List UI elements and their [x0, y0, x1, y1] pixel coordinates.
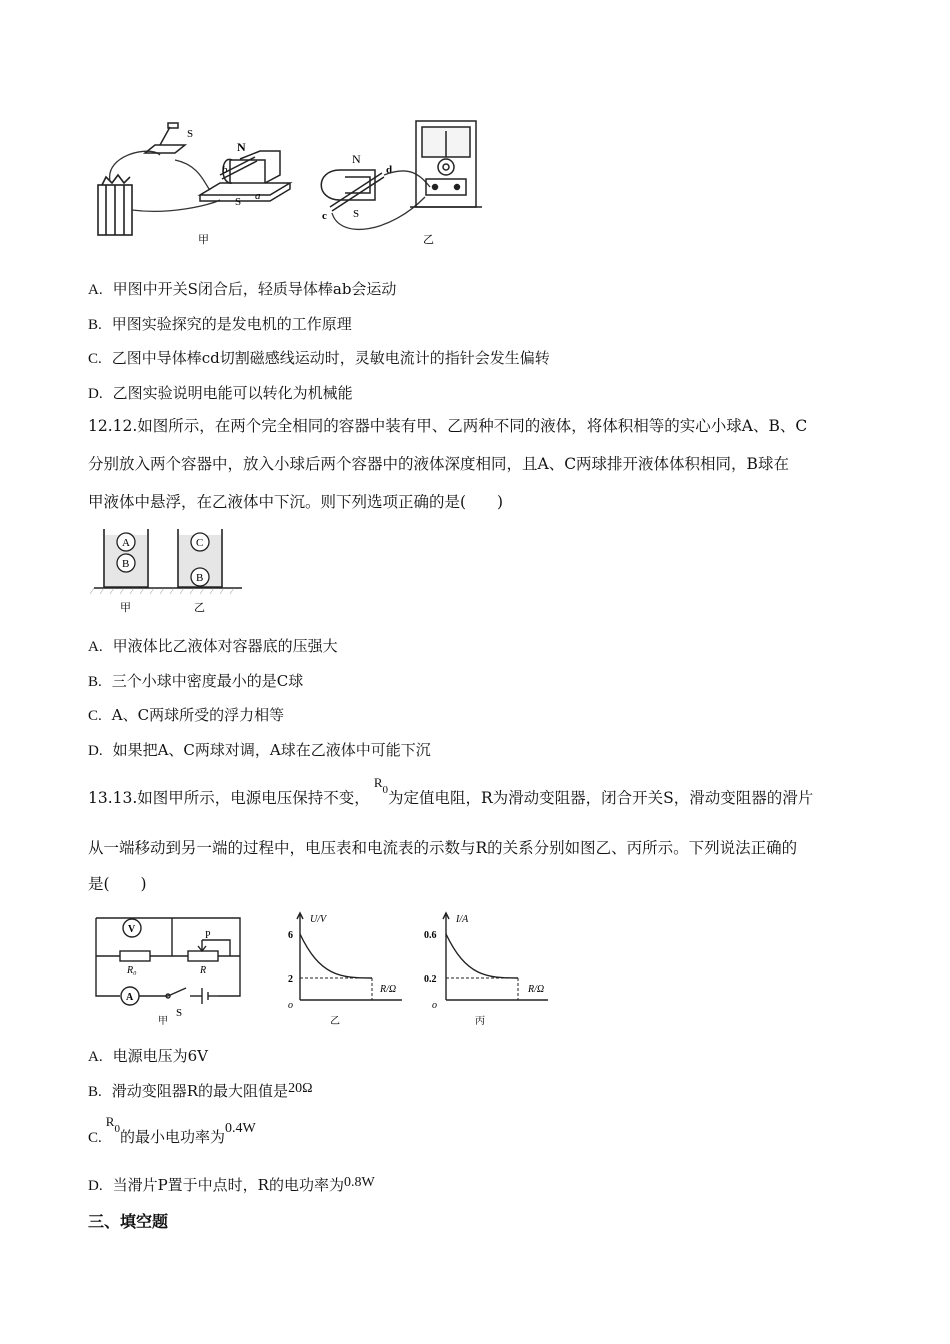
option-text: 甲图中开关S闭合后，轻质导体棒ab会运动 [112, 280, 397, 298]
magnet-base-left [200, 151, 290, 201]
ball-b-label: B [122, 558, 130, 570]
q12-option-b[interactable] [88, 670, 303, 691]
option-text: 如果把A、C两球对调，A球在乙液体中可能下沉 [112, 741, 431, 759]
ball-c-label: C [196, 537, 204, 549]
graph-bing-origin: o [432, 1000, 437, 1011]
option-label: C. [88, 1130, 102, 1146]
ball-b2-label: B [196, 572, 204, 584]
r0-symbol: R [373, 775, 383, 790]
q13-circuit [90, 908, 250, 1026]
r0-subscript: 0 [114, 1123, 120, 1135]
graph-bing-caption: 丙 [475, 1016, 485, 1027]
q13-stem-part1: 13.13.如图甲所示，电源电压保持不变， [88, 789, 370, 807]
q12-option-d[interactable] [88, 739, 431, 760]
q11-option-b[interactable] [88, 313, 352, 334]
r0-symbol: R [105, 1114, 115, 1129]
q13-stem-part2: 为定值电阻，R为滑动变阻器，闭合开关S，滑动变阻器的滑片 [387, 789, 814, 807]
option-value: 0.4W [224, 1121, 256, 1136]
q12-option-c[interactable] [88, 704, 284, 725]
option-label: D. [88, 1178, 103, 1194]
horseshoe-magnet-right [321, 170, 384, 211]
galvanometer [410, 121, 482, 207]
option-text: 甲图实验探究的是发电机的工作原理 [111, 315, 352, 333]
option-text: 乙图实验说明电能可以转化为机械能 [112, 384, 353, 402]
option-label: A. [88, 282, 103, 298]
option-label: A. [88, 639, 103, 655]
magnet-n-label: N [237, 140, 246, 154]
container-caption-jia: 甲 [120, 602, 131, 614]
graph-yi-curve [300, 934, 372, 978]
option-label: B. [88, 317, 102, 333]
option-label: D. [88, 386, 103, 402]
option-label: D. [88, 743, 103, 759]
ammeter-label: A [126, 992, 134, 1003]
graph-bing-y-mid: 0.2 [424, 974, 437, 985]
q12-stem-line2: 分别放入两个容器中，放入小球后两个容器中的液体深度相同，且A、C两球排开液体体积相同，B球在 [88, 455, 789, 473]
graph-yi-caption: 乙 [330, 1016, 340, 1027]
knife-switch [145, 123, 185, 153]
q13-stem-line3: 是( ) [88, 875, 147, 893]
graph-yi-y-mid: 2 [288, 974, 293, 985]
q13-option-d[interactable] [88, 1174, 375, 1195]
ball-a-label: A [122, 537, 130, 549]
container-caption-yi: 乙 [194, 602, 205, 614]
graph-bing-curve [446, 934, 518, 978]
rheostat-label: R [200, 965, 207, 976]
option-label: C. [88, 708, 102, 724]
q13-stem-line1 [88, 775, 814, 808]
option-text: 当滑片P置于中点时，R的电功率为 [112, 1176, 344, 1194]
voltmeter-label: V [128, 924, 136, 935]
q12-stem-line3: 甲液体中悬浮，在乙液体中下沉。则下列选项正确的是( ) [88, 493, 504, 511]
q12-option-a[interactable] [88, 635, 338, 656]
battery [98, 175, 132, 235]
magnet-right-s-label: S [353, 208, 360, 220]
rod-c-label: c [322, 210, 327, 222]
option-text: 乙图中导体棒cd切割磁感线运动时，灵敏电流计的指针会发生偏转 [111, 349, 550, 367]
switch-s-label: S [176, 1007, 183, 1019]
option-text: 电源电压为6V [112, 1047, 208, 1065]
section-heading-fill-blank: 三、填空题 [88, 1212, 169, 1231]
slider-p-label: P [205, 930, 211, 941]
fig-caption-jia: 甲 [198, 234, 209, 246]
q11-option-a[interactable] [88, 278, 396, 299]
fig-caption-yi: 乙 [423, 234, 434, 246]
q13-stem-line2: 从一端移动到另一端的过程中，电压表和电流表的示数与R的关系分别如图乙、丙所示。下列说法正确的 [88, 839, 798, 857]
option-label: C. [88, 351, 102, 367]
rod-b-label: b [222, 164, 228, 176]
graph-yi [280, 908, 410, 1028]
r0-label: R₀ [127, 965, 137, 976]
graph-bing [420, 908, 560, 1028]
option-text: A、C两球所受的浮力相等 [111, 706, 285, 724]
circuit-caption: 甲 [158, 1016, 168, 1026]
q12-stem-line1: 12.12.如图所示，在两个完全相同的容器中装有甲、乙两种不同的液体，将体积相等的实心小球A、B、C [88, 417, 808, 435]
q11-figure [90, 115, 500, 255]
graph-yi-y-top: 6 [288, 930, 293, 941]
graph-yi-origin: o [288, 1000, 293, 1011]
q12-figure [90, 525, 250, 617]
option-value: 20Ω [288, 1081, 313, 1096]
q13-option-b[interactable] [88, 1080, 312, 1101]
option-label: B. [88, 1084, 102, 1100]
q11-option-c[interactable] [88, 347, 550, 368]
rod-d-label: d [386, 164, 393, 176]
graph-bing-xlabel: R/Ω [528, 984, 545, 995]
switch-label: S [187, 128, 194, 140]
rod-a-label: a [255, 190, 261, 202]
option-text: 的最小电功率为 [119, 1128, 225, 1146]
q13-option-a[interactable] [88, 1045, 208, 1066]
option-text: 滑动变阻器R的最大阻值是 [111, 1082, 289, 1100]
r0-subscript: 0 [382, 784, 388, 796]
q13-option-c[interactable] [88, 1114, 256, 1147]
graph-bing-y-top: 0.6 [424, 930, 437, 941]
magnet-s-label: S [235, 196, 242, 208]
graph-yi-xlabel: R/Ω [380, 984, 397, 995]
graph-yi-ylabel: U/V [310, 914, 327, 925]
option-value: 0.8W [343, 1175, 375, 1190]
q11-option-d[interactable] [88, 382, 353, 403]
option-text: 三个小球中密度最小的是C球 [111, 672, 304, 690]
option-label: A. [88, 1049, 103, 1065]
magnet-right-n-label: N [352, 152, 361, 166]
option-text: 甲液体比乙液体对容器底的压强大 [112, 637, 338, 655]
option-label: B. [88, 674, 102, 690]
graph-bing-ylabel: I/A [456, 914, 469, 925]
